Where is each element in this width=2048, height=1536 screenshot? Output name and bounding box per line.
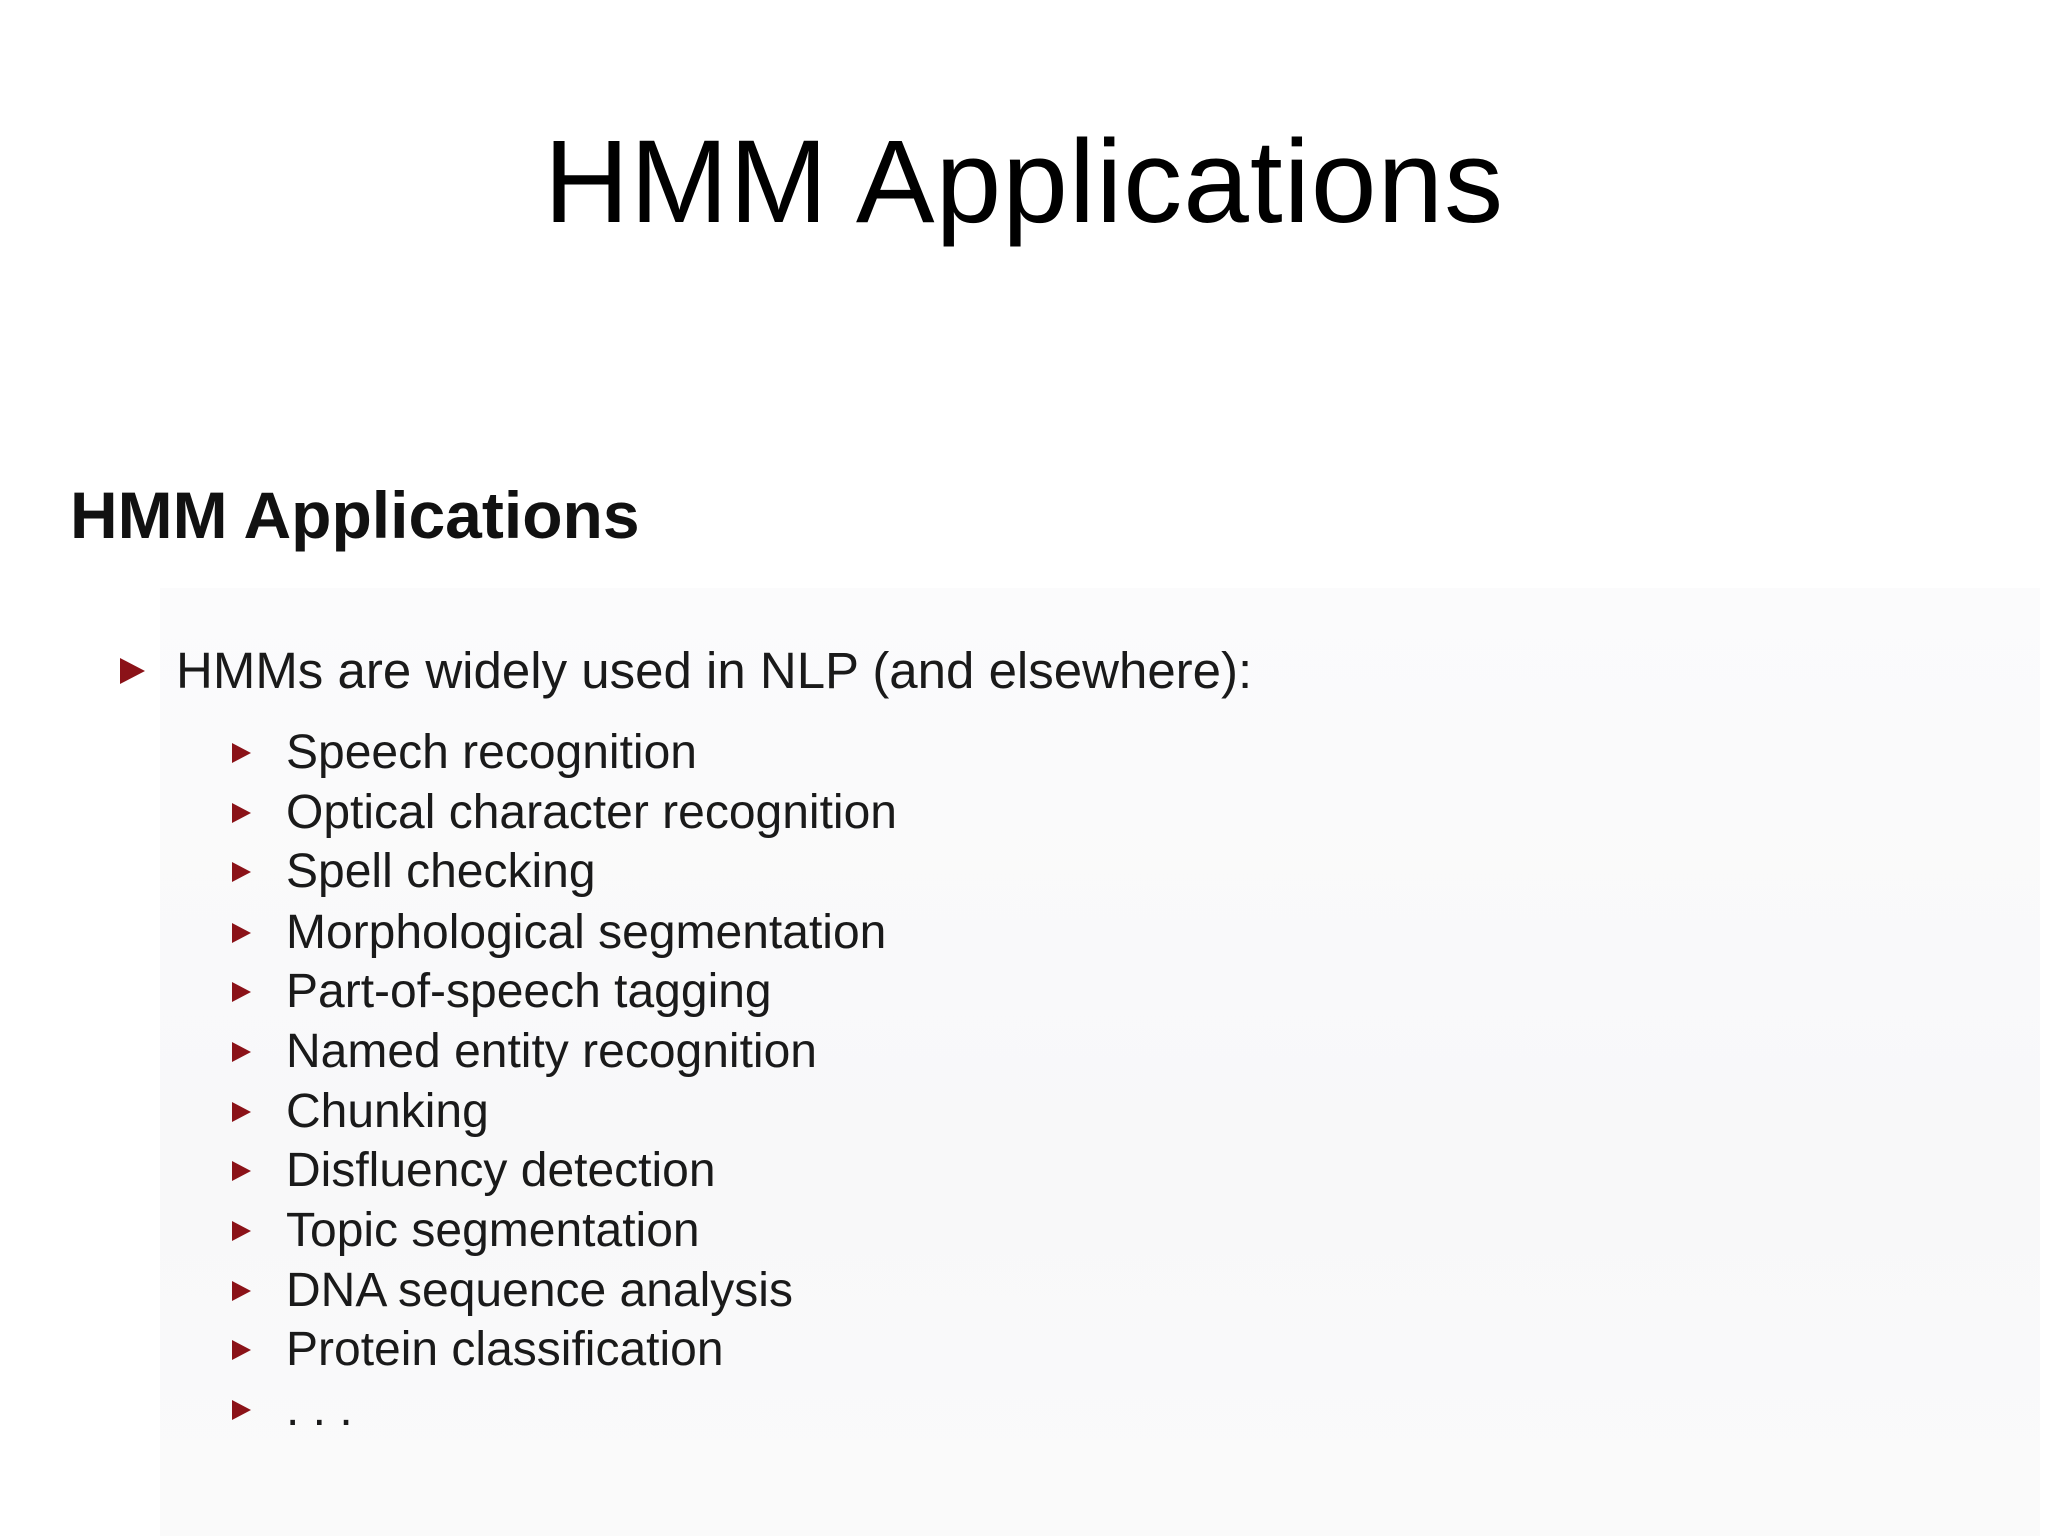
list-item	[232, 785, 897, 840]
list-item-text: Protein classification	[286, 1323, 724, 1376]
list-item-text: . . .	[286, 1383, 353, 1436]
triangle-bullet-icon	[232, 1042, 251, 1062]
list-item	[232, 1024, 817, 1079]
embedded-heading: HMM Applications	[70, 478, 640, 552]
list-item	[232, 1203, 700, 1258]
triangle-bullet-icon	[232, 923, 251, 943]
list-item-text: Topic segmentation	[286, 1204, 700, 1257]
triangle-bullet-icon	[232, 1281, 251, 1301]
list-item	[232, 725, 697, 780]
triangle-bullet-icon	[232, 1400, 251, 1420]
list-item-text: Chunking	[286, 1085, 489, 1138]
triangle-bullet-icon	[232, 1161, 251, 1181]
list-item	[232, 1143, 716, 1198]
list-item-text: Spell checking	[286, 845, 596, 898]
list-item-text: Morphological segmentation	[286, 906, 887, 959]
list-item	[232, 1263, 793, 1318]
bullet-intro	[120, 641, 1252, 700]
slide-title: HMM Applications	[543, 116, 1505, 248]
triangle-bullet-icon	[232, 803, 251, 823]
bullet-intro-text: HMMs are widely used in NLP (and elsewhere):	[176, 642, 1253, 699]
list-item-text: Speech recognition	[286, 726, 697, 779]
list-item-text: Disfluency detection	[286, 1144, 716, 1197]
list-item	[232, 844, 596, 899]
triangle-bullet-icon	[232, 743, 251, 763]
list-item-text: Named entity recognition	[286, 1025, 817, 1078]
triangle-bullet-icon	[120, 658, 145, 684]
triangle-bullet-icon	[232, 862, 251, 882]
triangle-bullet-icon	[232, 1340, 251, 1360]
list-item	[232, 964, 772, 1019]
triangle-bullet-icon	[232, 982, 251, 1002]
list-item	[232, 1084, 489, 1139]
triangle-bullet-icon	[232, 1102, 251, 1122]
list-item	[232, 1382, 353, 1437]
triangle-bullet-icon	[232, 1221, 251, 1241]
embedded-slide-image	[40, 458, 2040, 1536]
list-item	[232, 1322, 724, 1377]
list-item-text: Part-of-speech tagging	[286, 965, 772, 1018]
list-item-text: Optical character recognition	[286, 786, 897, 839]
list-item	[232, 905, 886, 960]
list-item-text: DNA sequence analysis	[286, 1264, 793, 1317]
